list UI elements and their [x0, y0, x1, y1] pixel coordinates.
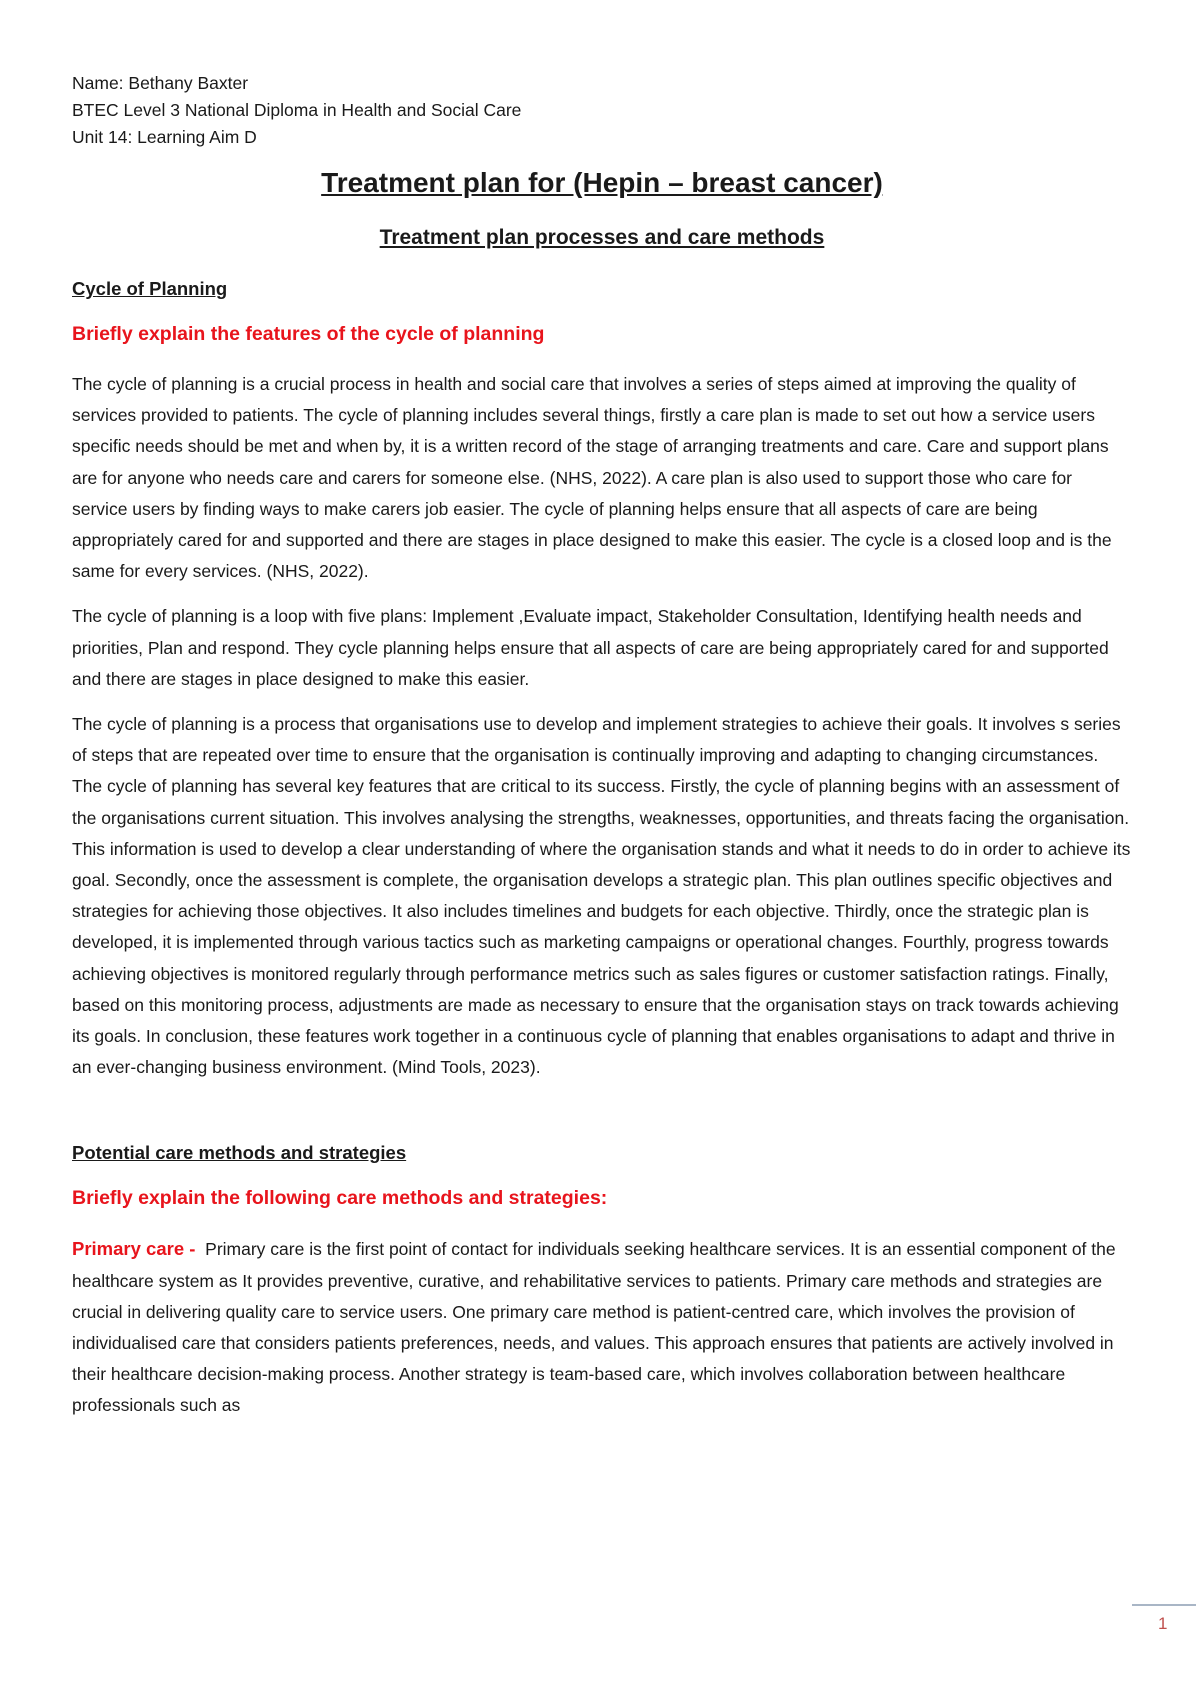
document-subtitle: Treatment plan processes and care methods: [379, 226, 825, 249]
care-methods-section: [72, 1139, 1132, 1421]
paragraph-1: The cycle of planning is a crucial process in health and social care that involves a series of steps aimed at improving the quality of services provided to patients. The cycle of planning includes several things, firstly a care plan is made to set out how a service users specific needs should be met and when by, it is a written record of the stage of arranging treatments and care. Care and support plans are for anyone who needs care and carers for someone else. (NHS, 2022). A care plan is also used to support those who care for service users by finding ways to make carers job easier. The cycle of planning helps ensure that all aspects of care are being appropriately cared for and supported and there are stages in place designed to make this easier. The cycle is a closed loop and is the same for every services. (NHS, 2022).: [72, 374, 1112, 582]
student-name: Name: Bethany Baxter: [72, 73, 249, 93]
document-page: [72, 70, 1132, 1422]
primary-care-text: Primary care is the first point of contact for individuals seeking healthcare services. It is an essential component of the healthcare system as It provides preventive, curative, and rehabilitative services to patients. Primary care methods and strategies are crucial in delivering quality care to service users. One primary care method is patient-centred care, which involves the provision of individualised care that considers patients preferences, needs, and values. This approach ensures that patients are actively involved in their healthcare decision-making process. Another strategy is team-based care, which involves collaboration between healthcare professionals such as: [72, 1239, 1116, 1416]
footer-rule: [1132, 1604, 1196, 1606]
paragraph-3: The cycle of planning is a process that organisations use to develop and implement strategies to achieve their goals. It involves s series of steps that are repeated over time to ensure that the organisation is continually improving and adapting to changing circumstances. The cycle of planning has several key features that are critical to its success. Firstly, the cycle of planning begins with an assessment of the organisations current situation. This involves analysing the strengths, weaknesses, opportunities, and threats facing the organisation. This information is used to develop a clear understanding of where the organisation stands and what it needs to do in order to achieve its goal. Secondly, once the assessment is complete, the organisation develops a strategic plan. This plan outlines specific objectives and strategies for achieving those objectives. It also includes timelines and budgets for each objective. Thirdly, once the strategic plan is developed, it is implemented through various tactics such as marketing campaigns or operational changes. Fourthly, progress towards achieving objectives is monitored regularly through performance metrics such as sales figures or customer satisfaction ratings. Finally, based on this monitoring process, adjustments are made as necessary to ensure that the organisation stays on track towards achieving its goals. In conclusion, these features work together in a continuous cycle of planning that enables organisations to adapt and thrive in an ever-changing business environment. (Mind Tools, 2023).: [72, 714, 1131, 1078]
page-number: 1: [1158, 1614, 1168, 1633]
document-title: Treatment plan for (Hepin – breast cancer): [321, 167, 883, 198]
cycle-of-planning-section: [72, 275, 1132, 1083]
question-prompt-cycle: Briefly explain the features of the cycle of planning: [72, 323, 545, 345]
section-heading-care-methods: Potential care methods and strategies: [72, 1142, 407, 1164]
unit-title: Unit 14: Learning Aim D: [72, 127, 257, 147]
primary-care-label: Primary care -: [72, 1238, 196, 1260]
question-prompt-care-methods: Briefly explain the following care methods and strategies:: [72, 1187, 608, 1210]
course-title: BTEC Level 3 National Diploma in Health and Social Care: [72, 100, 522, 120]
paragraph-2: The cycle of planning is a loop with five plans: Implement ,Evaluate impact, Stakeholder Consultation, Identifying health needs and priorities, Plan and respond. They cycle planning helps ensure that all aspects of care are being appropriately cared for and supported and there are stages in place designed to make this easier.: [72, 606, 1109, 689]
primary-care-paragraph: [72, 1233, 1132, 1421]
section-heading-cycle-of-planning: Cycle of Planning: [72, 278, 228, 299]
